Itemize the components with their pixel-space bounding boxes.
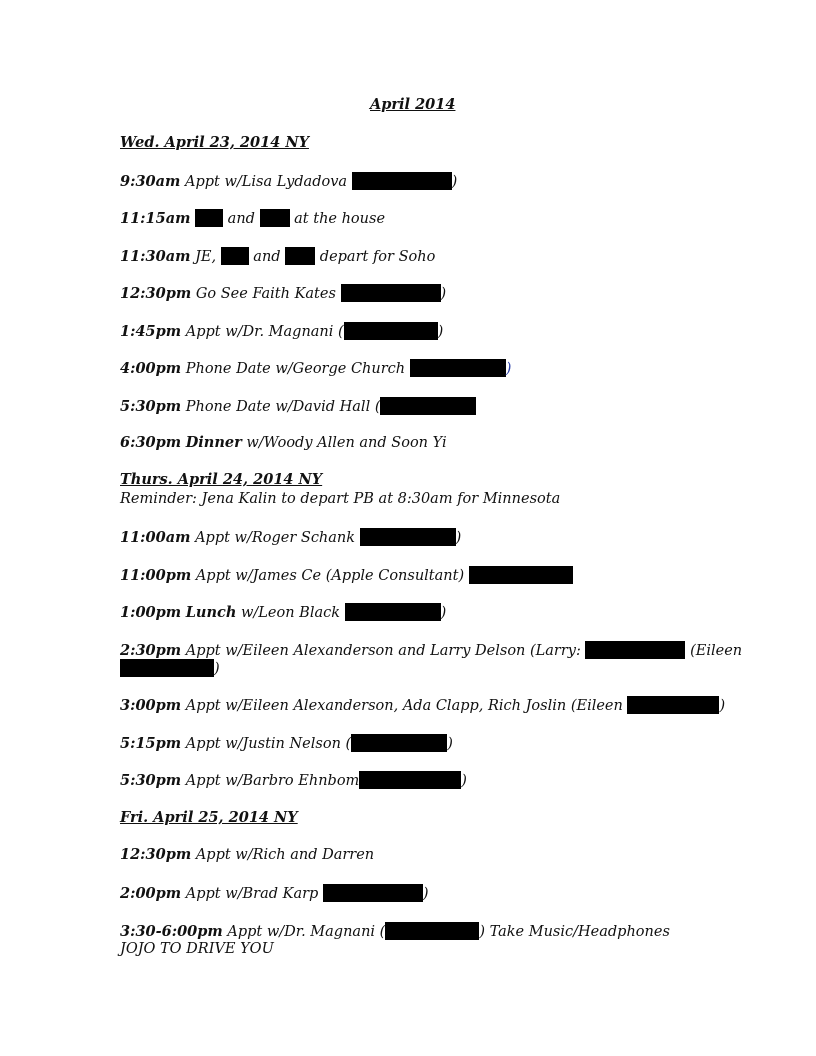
redaction-block	[352, 172, 452, 190]
entry-text: Appt w/Rich and Darren	[195, 847, 375, 863]
schedule-entry	[120, 846, 374, 864]
schedule-entry	[120, 172, 457, 191]
entry-text: Go See Faith Kates	[195, 286, 336, 302]
entry-text: Appt w/Brad Karp	[185, 886, 319, 902]
entry-text-continued: (Eileen	[690, 643, 743, 659]
entry-text: JE,	[195, 249, 217, 265]
entry-close: )	[719, 698, 726, 714]
redaction-block	[351, 734, 447, 752]
entry-time: 2:30pm	[120, 642, 182, 659]
entry-close: )	[451, 174, 458, 190]
entry-text: w/Woody Allen and Soon Yi	[246, 435, 447, 451]
entry-close: )	[440, 286, 447, 302]
entry-time: 6:30pm	[120, 434, 182, 451]
schedule-entry-continued	[120, 659, 220, 678]
entry-text: Phone Date w/George Church	[185, 361, 406, 377]
entry-time: 12:30pm	[120, 285, 192, 302]
entry-close: )	[422, 886, 429, 902]
entry-text: Appt w/Dr. Magnani (	[185, 324, 344, 340]
schedule-entry	[120, 397, 476, 416]
entry-close: )	[505, 361, 512, 377]
entry-text: at the house	[294, 211, 386, 227]
entry-close: )	[214, 661, 220, 677]
schedule-entry	[120, 209, 385, 228]
entry-conjunction: and	[253, 249, 281, 265]
page-title: April 2014	[370, 96, 456, 113]
redaction-block	[285, 247, 315, 265]
schedule-entry	[120, 922, 670, 941]
entry-text: Appt w/Roger Schank	[195, 530, 356, 546]
entry-time: 4:00pm	[120, 360, 182, 377]
schedule-entry	[120, 566, 573, 585]
entry-time: 11:00am	[120, 529, 191, 546]
redaction-block	[385, 922, 479, 940]
entry-conjunction: and	[227, 211, 255, 227]
entry-time: 12:30pm	[120, 846, 192, 863]
entry-time: 11:30am	[120, 248, 191, 265]
day-heading: Fri. April 25, 2014 NY	[120, 809, 298, 826]
schedule-entry	[120, 734, 453, 753]
redaction-block	[323, 884, 423, 902]
entry-note: JOJO TO DRIVE YOU	[120, 941, 274, 957]
redaction-block	[469, 566, 573, 584]
schedule-entry	[120, 603, 446, 622]
entry-time: 3:30-6:00pm	[120, 923, 223, 940]
schedule-entry	[120, 322, 443, 341]
schedule-entry	[120, 641, 742, 660]
schedule-entry	[120, 284, 446, 303]
redaction-block	[260, 209, 290, 227]
entry-text: Appt w/Lisa Lydadova	[184, 174, 348, 190]
schedule-entry	[120, 884, 429, 903]
redaction-block	[195, 209, 223, 227]
redaction-block	[341, 284, 441, 302]
entry-text: Appt w/Barbro Ehnbom	[185, 773, 360, 789]
entry-close: )	[447, 736, 453, 752]
entry-text: w/Leon Black	[240, 605, 341, 621]
entry-time: 3:00pm	[120, 697, 182, 714]
entry-time: 9:30am	[120, 173, 181, 190]
entry-text: depart for Soho	[319, 249, 436, 265]
schedule-entry	[120, 359, 511, 378]
entry-type: Lunch	[185, 604, 237, 621]
entry-close: )	[455, 530, 462, 546]
entry-time: 5:30pm	[120, 398, 182, 415]
entry-time: 2:00pm	[120, 885, 182, 902]
entry-text: Appt w/Justin Nelson (	[185, 736, 352, 752]
day-heading: Thurs. April 24, 2014 NY	[120, 471, 323, 488]
schedule-entry	[120, 247, 435, 266]
redaction-block	[585, 641, 685, 659]
schedule-entry	[120, 528, 461, 547]
entry-text: Appt w/Eileen Alexanderson, Ada Clapp, Rich Joslin (Eileen	[185, 698, 623, 714]
entry-close: )	[440, 605, 447, 621]
entry-time: 11:00pm	[120, 567, 192, 584]
redaction-block	[627, 696, 719, 714]
entry-text: Appt w/James Ce (Apple Consultant)	[195, 568, 465, 584]
redaction-block	[410, 359, 506, 377]
entry-time: 1:00pm	[120, 604, 182, 621]
redaction-block	[221, 247, 249, 265]
schedule-entry	[120, 771, 467, 790]
day-heading: Wed. April 23, 2014 NY	[120, 134, 309, 151]
entry-time: 5:15pm	[120, 735, 182, 752]
entry-time: 1:45pm	[120, 323, 182, 340]
redaction-block	[120, 659, 214, 677]
redaction-block	[360, 528, 456, 546]
entry-close: ) Take Music/Headphones	[479, 924, 670, 940]
schedule-entry	[120, 696, 725, 715]
redaction-block	[344, 322, 438, 340]
entry-text: Appt w/Eileen Alexanderson and Larry Delson (Larry:	[185, 643, 581, 659]
entry-text: Phone Date w/David Hall (	[185, 399, 381, 415]
entry-time: 5:30pm	[120, 772, 182, 789]
reminder-note: Reminder: Jena Kalin to depart PB at 8:30am for Minnesota	[120, 491, 561, 507]
entry-close: )	[437, 324, 444, 340]
entry-type: Dinner	[185, 434, 242, 451]
redaction-block	[380, 397, 476, 415]
entry-time: 11:15am	[120, 210, 191, 227]
redaction-block	[359, 771, 461, 789]
entry-text: Appt w/Dr. Magnani (	[227, 924, 386, 940]
entry-close: )	[461, 773, 467, 789]
schedule-entry	[120, 434, 447, 452]
redaction-block	[345, 603, 441, 621]
